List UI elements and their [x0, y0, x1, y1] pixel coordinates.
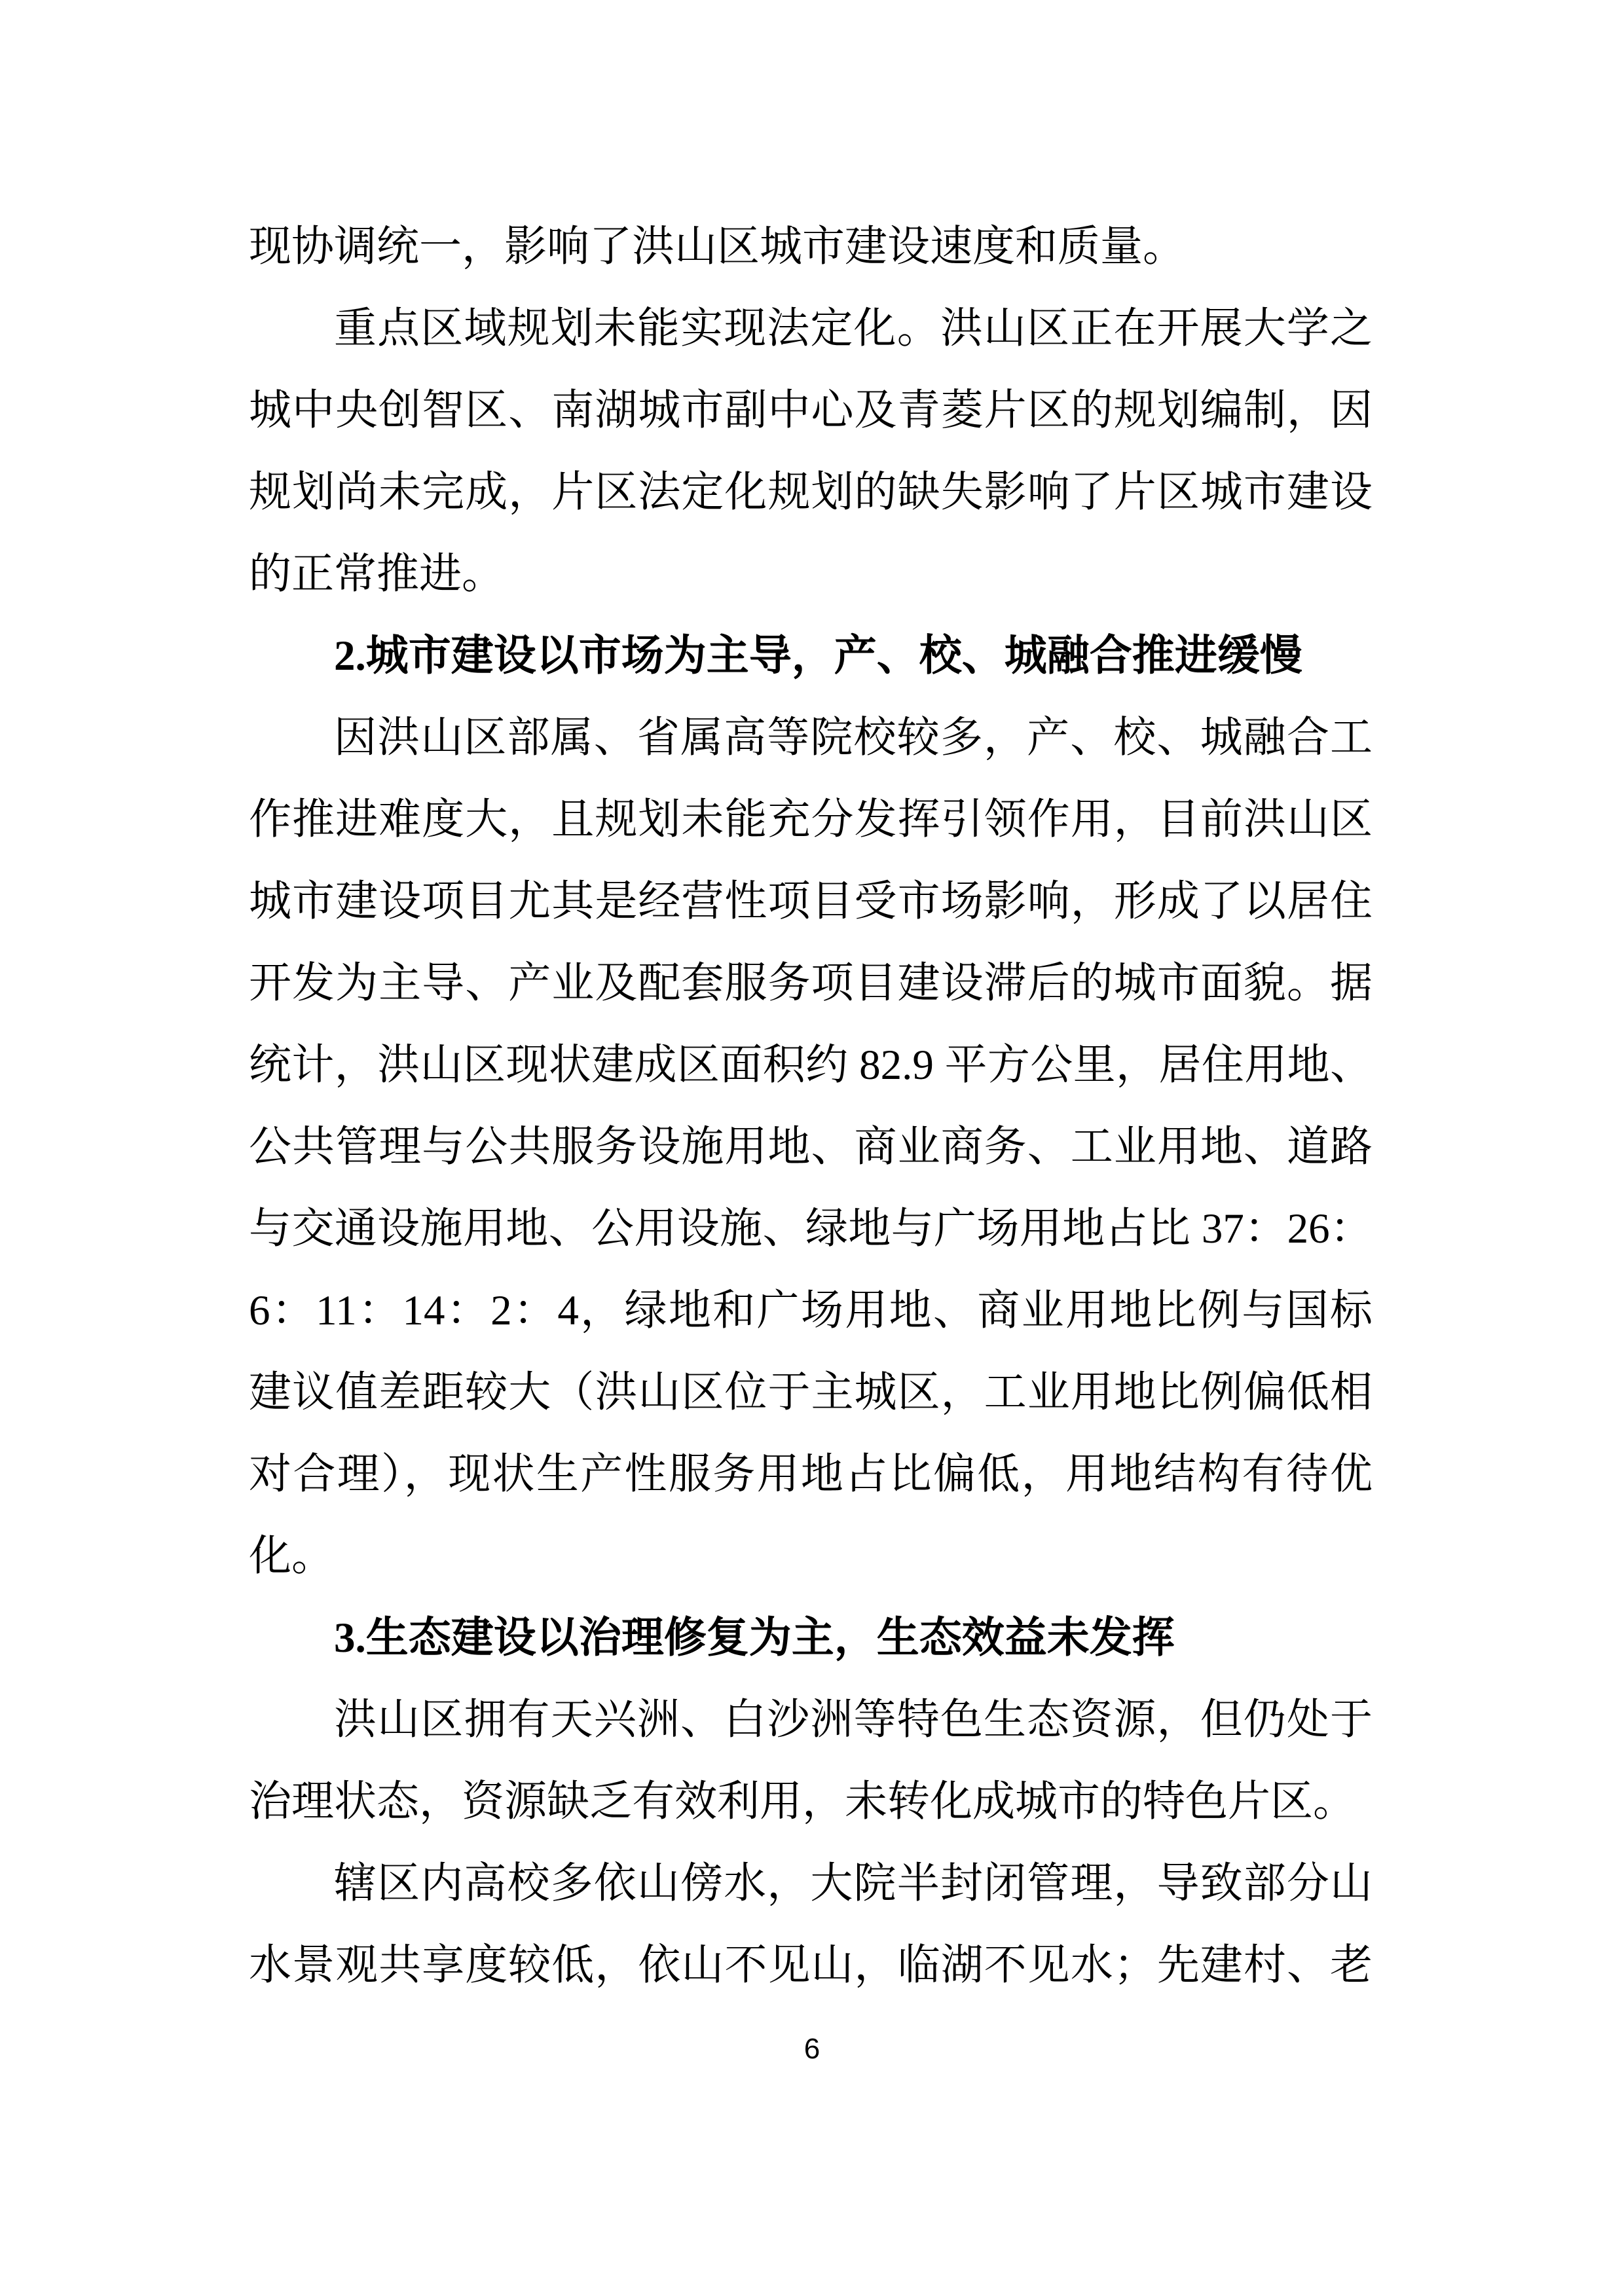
text-line: 城市建设项目尤其是经营性项目受市场影响，形成了以居住 [249, 878, 1373, 925]
text-line: 的正常推进。 [249, 551, 505, 598]
text-line: 洪山区拥有天兴洲、白沙洲等特色生态资源，但仍处于 [334, 1696, 1373, 1743]
section-3-heading: 3.生态建设以治理修复为主，生态效益未发挥 [334, 1614, 1175, 1662]
page-number: 6 [803, 2033, 821, 2065]
text-line: 因洪山区部属、省属高等院校较多，产、校、城融合工 [334, 714, 1373, 761]
text-line: 水景观共享度较低，依山不见山，临湖不见水；先建村、老 [249, 1942, 1373, 1989]
document-body [249, 206, 1373, 2007]
text-line: 6：11：14：2：4，绿地和广场用地、商业用地比例与国标 [249, 1287, 1373, 1334]
text-line: 规划尚未完成，片区法定化规划的缺失影响了片区城市建设 [249, 469, 1373, 516]
text-line: 统计，洪山区现状建成区面积约 82.9 平方公里，居住用地、 [249, 1042, 1373, 1089]
text-line: 现协调统一，影响了洪山区城市建设速度和质量。 [249, 223, 1186, 270]
text-line: 辖区内高校多依山傍水，大院半封闭管理，导致部分山 [334, 1860, 1373, 1907]
text-line: 作推进难度大，且规划未能充分发挥引领作用，目前洪山区 [249, 796, 1373, 843]
text-line: 城中央创智区、南湖城市副中心及青菱片区的规划编制，因 [249, 387, 1373, 434]
text-line: 对合理），现状生产性服务用地占比偏低，用地结构有待优 [249, 1451, 1373, 1498]
section-2-heading: 2.城市建设以市场为主导，产、校、城融合推进缓慢 [334, 632, 1302, 680]
text-line: 开发为主导、产业及配套服务项目建设滞后的城市面貌。据 [249, 960, 1373, 1007]
text-line: 公共管理与公共服务设施用地、商业商务、工业用地、道路 [249, 1123, 1373, 1171]
text-line: 治理状态，资源缺乏有效利用，未转化成城市的特色片区。 [249, 1778, 1356, 1825]
text-line: 化。 [249, 1533, 335, 1580]
text-line: 重点区域规划未能实现法定化。洪山区正在开展大学之 [334, 305, 1373, 352]
text-line: 与交通设施用地、公用设施、绿地与广场用地占比 37：26： [249, 1205, 1373, 1252]
text-line: 建议值差距较大（洪山区位于主城区，工业用地比例偏低相 [249, 1369, 1373, 1416]
